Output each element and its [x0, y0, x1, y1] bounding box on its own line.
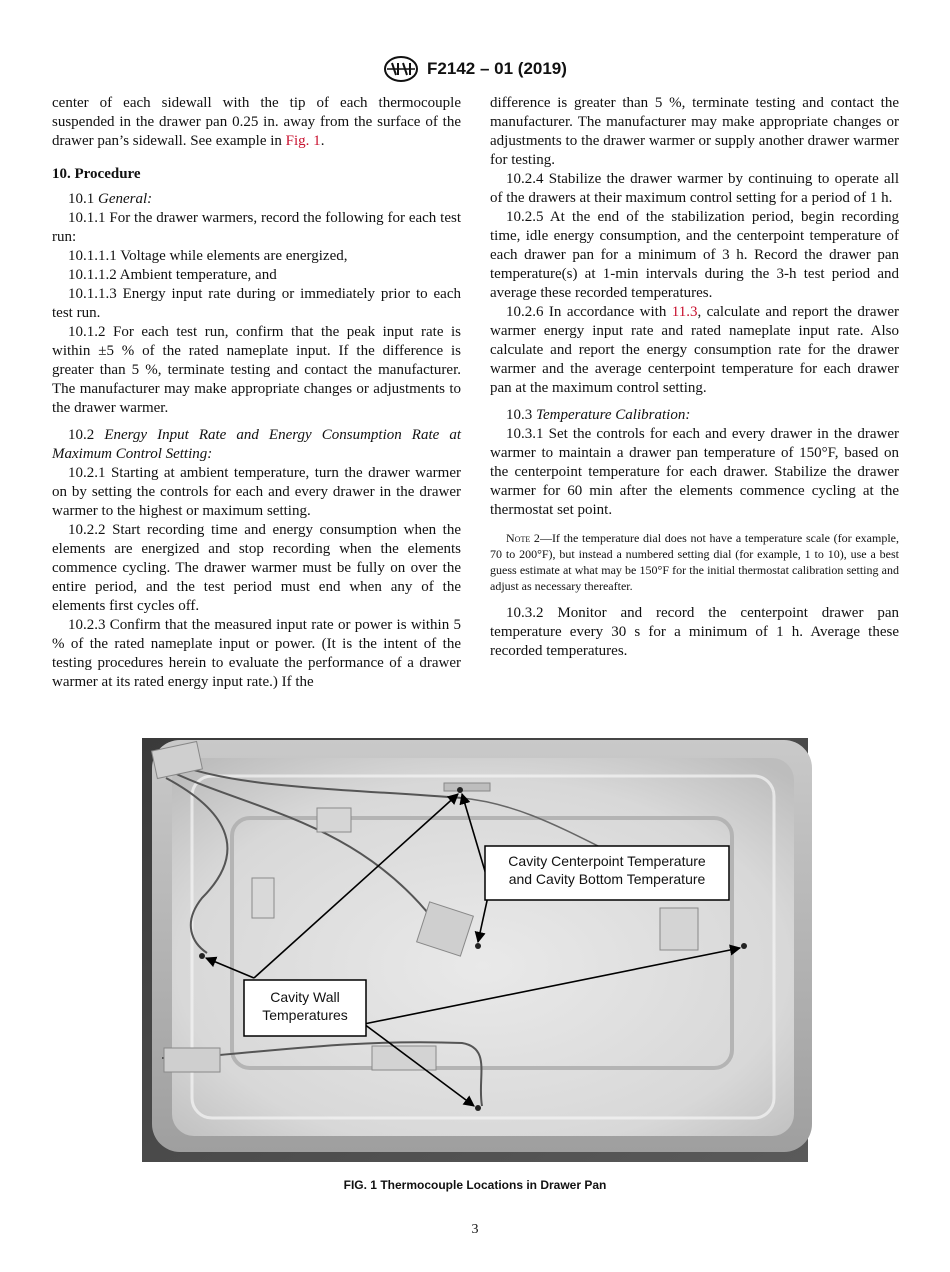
- section-11-3-link[interactable]: 11.3: [671, 304, 698, 320]
- paragraph-continued: center of each sidewall with the tip of each thermocouple suspended in the drawer pan 0.25 in. away from the surface of the drawer pan’s sidewall. See example in Fig. 1.: [52, 95, 461, 149]
- paragraph-10-2: 10.2 Energy Input Rate and Energy Consumption Rate at Maximum Control Setting:: [52, 427, 462, 462]
- thermocouple-tip: [199, 953, 205, 959]
- paragraph-10-3: 10.3 Temperature Calibration:: [506, 407, 691, 423]
- callout-centerpoint-line1: Cavity Centerpoint Temperature: [508, 853, 706, 869]
- drawer-pan-figure: [132, 728, 818, 1168]
- paragraph-10-2-3: 10.2.3 Confirm that the measured input rate or power is within 5 % of the rated nameplate input or power. (It is the intent of the testing procedures herein to evaluate the performance of a drawer warmer at its rated energy input rate.) If the: [52, 617, 461, 690]
- paragraph-10-2-5: 10.2.5 At the end of the stabilization period, begin recording time, idle energy consumption, and the centerpoint temperature of each drawer pan for a minimum of 3 h. Record the drawer pan temperature(s) at 1-min intervals during the 3-h test period and average these recorded temperatures.: [490, 209, 899, 301]
- paragraph-10-1-1-1: 10.1.1.1 Voltage while elements are energized,: [68, 248, 348, 264]
- paragraph-10-1-1-3: 10.1.1.3 Energy input rate during or immediately prior to each test run.: [52, 286, 461, 321]
- paragraph-10-2-2: 10.2.2 Start recording time and energy consumption when the elements are energized and stop recording when the elements commence cycling. The drawer warmer must be fully on over the entire period, and the test period must end when any of the elements first cycles off.: [52, 522, 461, 614]
- fig-1-link[interactable]: Fig. 1: [285, 133, 321, 149]
- paragraph-10-1-2: 10.1.2 For each test run, confirm that the peak input rate is within ±5 % of the rated nameplate input. If the difference is greater than 5 %, terminate testing and contact the manufacturer. The manufacturer may make appropriate changes or adjustments to the drawer warmer.: [52, 324, 461, 416]
- paragraph-10-1-1-2: 10.1.1.2 Ambient temperature, and: [68, 267, 277, 283]
- note-label: Note 2: [506, 531, 540, 545]
- note-2: Note 2—If the temperature dial does not have a temperature scale (for example, 70 to 200°F), but instead a numbered setting dial (for example, 1 to 10), use a best guess estimate at what may be 150°F for the initial thermostat calibration setting and adjust as necessary thereafter.: [490, 531, 899, 593]
- astm-logo-icon: [383, 55, 419, 83]
- paragraph-10-2-4: 10.2.4 Stabilize the drawer warmer by continuing to operate all of the drawers at their maximum control setting for a period of 1 h.: [490, 171, 899, 206]
- document-id: F2142 – 01 (2019): [427, 59, 567, 78]
- paragraph-continued-right: difference is greater than 5 %, terminate testing and contact the manufacturer. The manufacturer may make appropriate changes or adjustments to the drawer warmer or supply another drawer warmer for testing.: [490, 95, 899, 168]
- paragraph-10-2-1: 10.2.1 Starting at ambient temperature, turn the drawer warmer on by setting the controls for each and every drawer in the drawer warmer to the highest or maximum setting.: [52, 465, 461, 519]
- callout-wall-line1: Cavity Wall: [270, 989, 340, 1005]
- paragraph-10-3-2: 10.3.2 Monitor and record the centerpoint drawer pan temperature every 30 s for a minimum of 1 h. Average these recorded temperatures.: [490, 605, 899, 659]
- paragraph-10-3-1: 10.3.1 Set the controls for each and every drawer in the drawer warmer to maintain a drawer pan temperature of 150°F, based on the centerpoint temperature for each drawer. Stabilize the drawer warmer for 60 min after the elements commence cycling at the thermostat set point.: [490, 426, 899, 518]
- section-heading: 10. Procedure: [52, 166, 141, 182]
- figure-caption: FIG. 1 Thermocouple Locations in Drawer Pan: [343, 1178, 607, 1192]
- paragraph-10-2-6: 10.2.6 In accordance with 11.3, calculate and report the drawer warmer energy input rate and rated nameplate input rate. Also calculate and report the energy consumption rate for the drawer warmer and the average centerpoint temperature for each drawer pan at the maximum control setting.: [490, 304, 899, 396]
- left-column: [52, 94, 461, 692]
- page-header: [0, 54, 950, 84]
- paragraph-10-1-1: 10.1.1 For the drawer warmers, record the following for each test run:: [52, 210, 461, 245]
- page-number: 3: [471, 1222, 479, 1237]
- paragraph-10-1: 10.1 General:: [68, 191, 153, 207]
- pan-floor: [172, 758, 794, 1136]
- callout-centerpoint-line2: and Cavity Bottom Temperature: [508, 871, 706, 887]
- right-column: [490, 94, 899, 661]
- callout-wall-line2: Temperatures: [262, 1007, 348, 1023]
